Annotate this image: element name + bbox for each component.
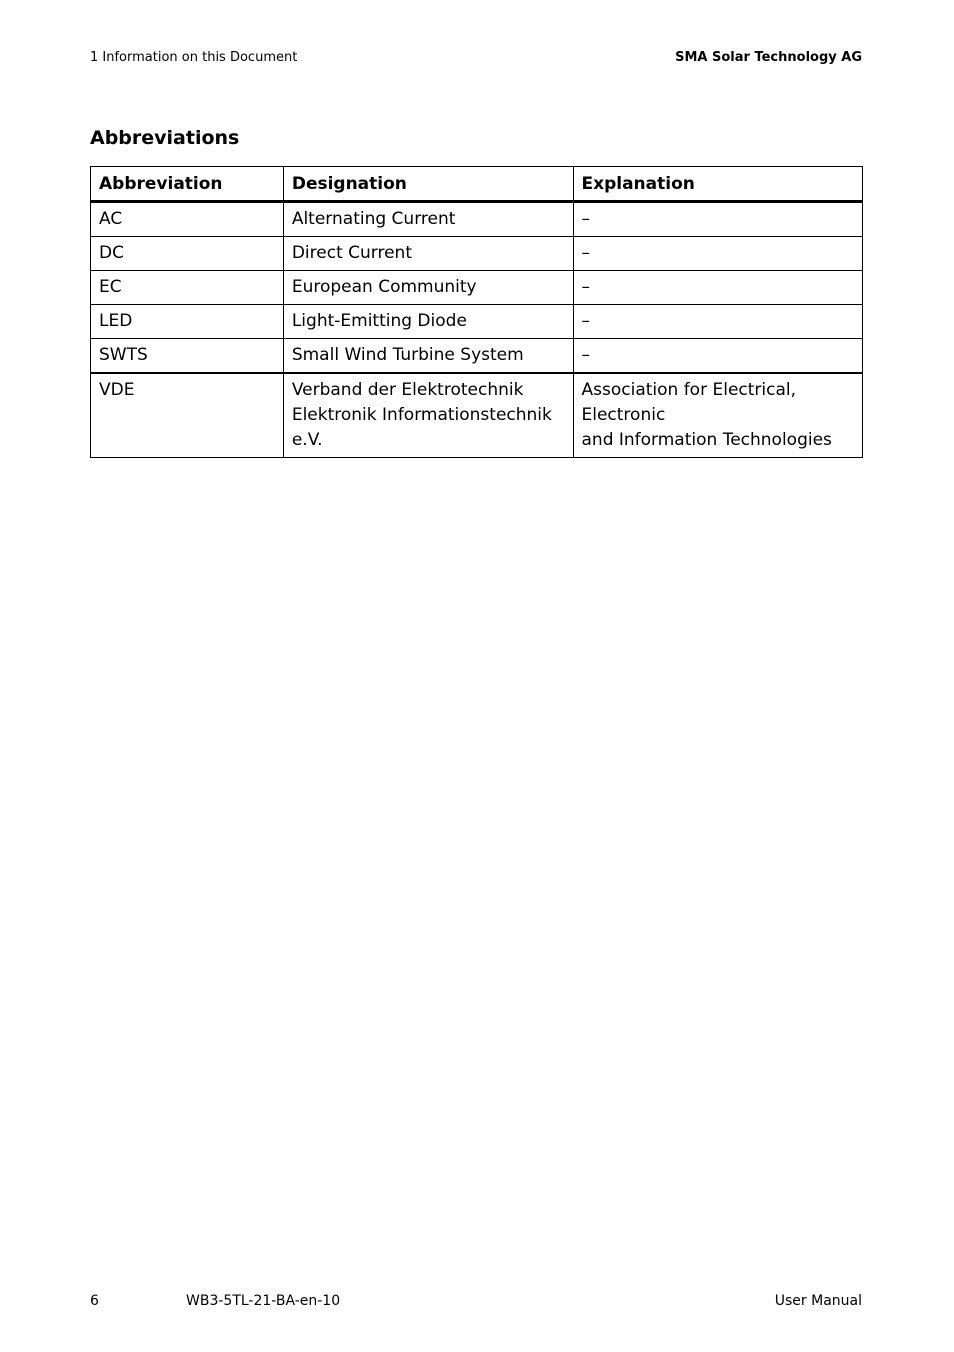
cell-designation: European Community <box>283 271 573 305</box>
abbreviations-table <box>90 166 863 458</box>
cell-explanation: – <box>573 271 863 305</box>
cell-designation: Small Wind Turbine System <box>283 339 573 374</box>
page-number: 6 <box>90 1293 99 1309</box>
running-header-company: SMA Solar Technology AG <box>675 50 862 65</box>
cell-explanation: – <box>573 237 863 271</box>
running-header-chapter: 1 Information on this Document <box>90 50 298 65</box>
section-title: Abbreviations <box>90 127 240 149</box>
table-row <box>91 339 863 374</box>
cell-designation: Direct Current <box>283 237 573 271</box>
cell-abbreviation: LED <box>91 305 284 339</box>
column-header-explanation: Explanation <box>573 167 863 202</box>
table-row <box>91 202 863 237</box>
cell-designation: Alternating Current <box>283 202 573 237</box>
cell-abbreviation: EC <box>91 271 284 305</box>
table-header-row <box>91 167 863 202</box>
cell-explanation: – <box>573 305 863 339</box>
cell-abbreviation: AC <box>91 202 284 237</box>
table-row <box>91 271 863 305</box>
cell-explanation: – <box>573 202 863 237</box>
table-row <box>91 373 863 458</box>
table-row <box>91 305 863 339</box>
cell-abbreviation: SWTS <box>91 339 284 374</box>
cell-abbreviation: DC <box>91 237 284 271</box>
column-header-abbreviation: Abbreviation <box>91 167 284 202</box>
column-header-designation: Designation <box>283 167 573 202</box>
document-type: User Manual <box>774 1293 862 1309</box>
table-row <box>91 237 863 271</box>
cell-explanation: – <box>573 339 863 374</box>
document-code: WB3-5TL-21-BA-en-10 <box>186 1293 341 1309</box>
table-body <box>91 202 863 458</box>
table-header <box>91 167 863 202</box>
cell-designation: Verband der Elektrotechnik Elektronik Informationstechnik e.V. <box>283 373 573 458</box>
cell-abbreviation: VDE <box>91 373 284 458</box>
cell-explanation: Association for Electrical, Electronic and Information Technologies <box>573 373 863 458</box>
cell-designation: Light-Emitting Diode <box>283 305 573 339</box>
